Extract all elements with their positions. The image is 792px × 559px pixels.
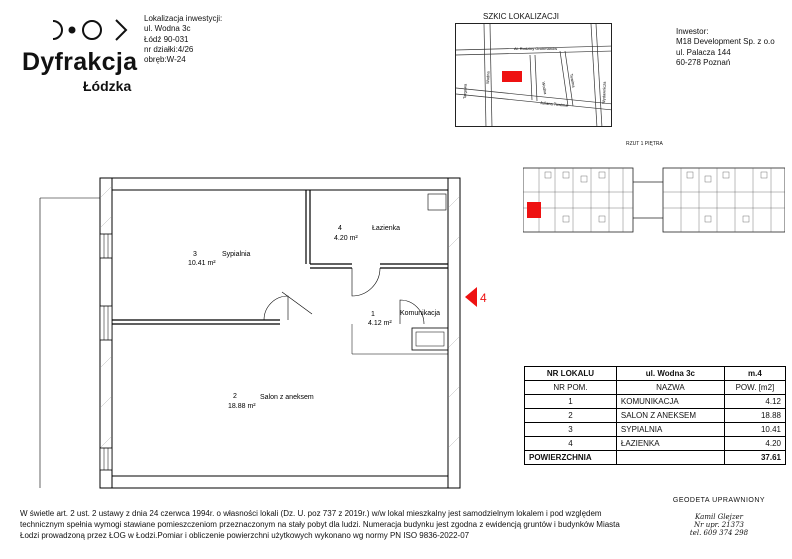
unit-highlight bbox=[527, 202, 541, 218]
room-name: Salon z aneksem bbox=[260, 394, 314, 401]
unit-marker-number: 4 bbox=[480, 291, 487, 305]
street-label: Al. Rodziny Grohmanów bbox=[514, 46, 558, 51]
surveyor-stamp bbox=[664, 497, 774, 537]
street-label: Wodna bbox=[485, 71, 491, 85]
table-header-cell: ul. Wodna 3c bbox=[616, 367, 724, 381]
table-header-cell: NAZWA bbox=[616, 381, 724, 395]
room-area-cell: 18.88 bbox=[724, 409, 785, 423]
room-area: 18.88 m² bbox=[228, 403, 256, 410]
room-name-cell: SALON Z ANEKSEM bbox=[616, 409, 724, 423]
room-area-cell: 10.41 bbox=[724, 423, 785, 437]
logo-title: Dyfrakcja bbox=[22, 48, 138, 76]
logo-mark-icon bbox=[50, 17, 132, 43]
room-area-cell: 4.20 bbox=[724, 437, 785, 451]
room-name-cell: ŁAZIENKA bbox=[616, 437, 724, 451]
stamp-phone: tel. 609 374 298 bbox=[689, 529, 749, 537]
investor-line: M18 Development Sp. z o.o bbox=[676, 37, 775, 47]
table-row bbox=[525, 437, 786, 451]
street-label: Targowa bbox=[462, 83, 468, 100]
stamp-title: GEODETA UPRAWNIONY bbox=[672, 497, 766, 504]
room-name-cell: SYPIALNIA bbox=[616, 423, 724, 437]
floor-overview-plan bbox=[523, 162, 785, 240]
investor-line: ul. Palacza 144 bbox=[676, 47, 731, 57]
investment-location bbox=[144, 14, 222, 65]
room-number: 2 bbox=[233, 393, 237, 400]
table-row bbox=[525, 423, 786, 437]
stamp-license: Nr upr. 21373 bbox=[694, 521, 744, 529]
location-line: nr działki:4/26 bbox=[144, 44, 194, 54]
room-number: 1 bbox=[371, 311, 375, 318]
location-line: ul. Wodna 3c bbox=[144, 24, 191, 34]
street-label: Tuwima bbox=[569, 73, 577, 88]
room-number-cell: 1 bbox=[525, 395, 617, 409]
legal-footer bbox=[20, 508, 660, 541]
room-name: Łazienka bbox=[372, 225, 401, 232]
investor-block bbox=[676, 27, 775, 68]
unit-marker-arrow-icon bbox=[465, 285, 495, 309]
street-label: Juliana Tuwima bbox=[539, 100, 568, 108]
footer-line: Łodzi prowadzoną przez ŁOG w Łodzi.Pomiar i obliczenie powierzchni użytkowych wykonano wg normy PN ISO 9836-2022-07 bbox=[20, 531, 470, 540]
total-value: 37.61 bbox=[724, 451, 785, 465]
table-header-cell: NR LOKALU bbox=[525, 367, 617, 381]
investor-line: Inwestor: bbox=[676, 27, 709, 36]
total-label: POWIERZCHNIA bbox=[525, 451, 617, 465]
room-number: 3 bbox=[193, 251, 197, 258]
location-sketch-map bbox=[455, 23, 612, 127]
table-header-cell: POW. [m2] bbox=[724, 381, 785, 395]
unit-floor-plan bbox=[20, 168, 480, 498]
room-name-cell: KOMUNIKACJA bbox=[616, 395, 724, 409]
footer-line: technicznym spełnia wymogi stawiane pomieszczeniom przeznaczonym na stały pobyt dla ludzi. Numeracja budynku jest zgodna z ewidencją gruntów i budynków Miasta bbox=[20, 520, 620, 529]
investor-line: 60-278 Poznań bbox=[676, 57, 731, 67]
room-number-cell: 4 bbox=[525, 437, 617, 451]
table-header-cell: NR POM. bbox=[525, 381, 617, 395]
location-line: obręb:W-24 bbox=[144, 55, 186, 65]
table-header-row bbox=[525, 367, 786, 381]
stamp-name: Kamil Glejzer bbox=[694, 513, 744, 521]
room-number: 4 bbox=[338, 225, 342, 232]
street-label: Wodna bbox=[541, 81, 549, 95]
area-table bbox=[524, 366, 786, 465]
room-area: 4.12 m² bbox=[368, 320, 392, 327]
room-area: 4.20 m² bbox=[334, 235, 358, 242]
table-subheader-row bbox=[525, 381, 786, 395]
table-row bbox=[525, 395, 786, 409]
room-number-cell: 2 bbox=[525, 409, 617, 423]
room-area: 10.41 m² bbox=[188, 260, 216, 267]
table-total-row bbox=[525, 451, 786, 465]
total-empty-cell bbox=[616, 451, 724, 465]
room-name: Komunikacja bbox=[400, 310, 441, 317]
logo-subtitle: Łódzka bbox=[83, 78, 132, 94]
table-row bbox=[525, 409, 786, 423]
room-name: Sypialnia bbox=[222, 251, 251, 258]
map-drawing bbox=[456, 24, 612, 127]
table-header-cell: m.4 bbox=[724, 367, 785, 381]
floor-label: RZUT 1 PIĘTRA bbox=[626, 141, 663, 147]
location-line: Lokalizacja inwestycji: bbox=[144, 14, 223, 23]
room-area-cell: 4.12 bbox=[724, 395, 785, 409]
footer-line: W świetle art. 2 ust. 2 ustawy z dnia 24 czerwca 1994r. o własności lokali (Dz. U. poz 737 z 2019r.) w/w lokal mieszkalny jest samodzielnym lokalem i pod względem bbox=[20, 509, 602, 518]
map-title: SZKIC LOKALIZACJI bbox=[483, 12, 560, 21]
street-label: Wydawnicza bbox=[601, 81, 607, 105]
room-number-cell: 3 bbox=[525, 423, 617, 437]
location-line: Łódź 90-031 bbox=[144, 34, 189, 44]
site-marker bbox=[502, 71, 522, 82]
